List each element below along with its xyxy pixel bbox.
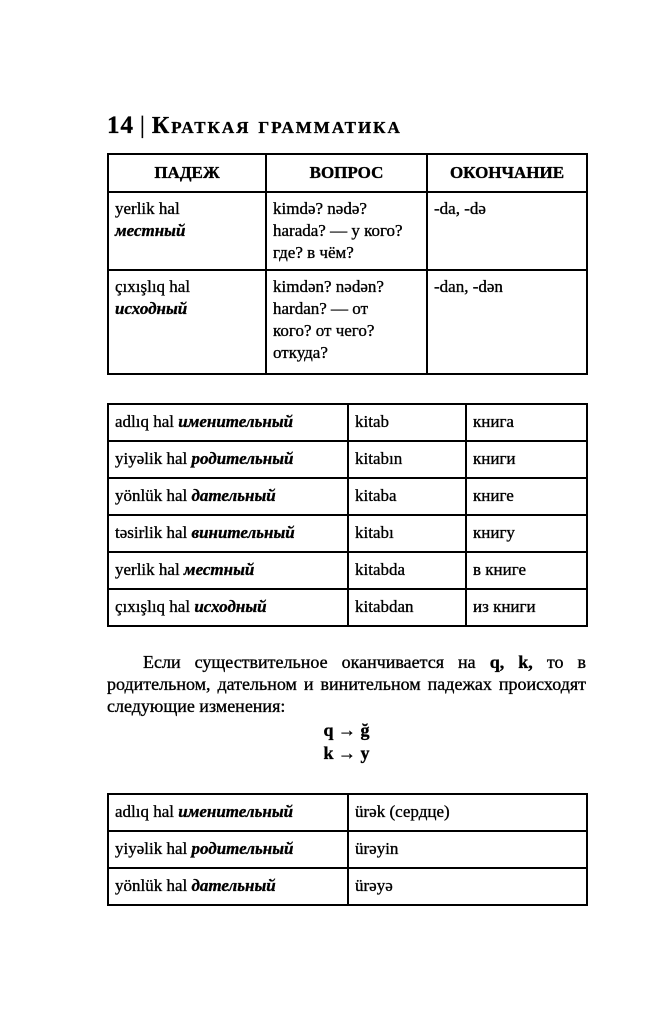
header-separator: | [140, 113, 146, 139]
table-row [108, 552, 587, 589]
case-az: təsirlik hal [115, 523, 188, 542]
form-cell: ürəyin [348, 831, 587, 868]
case-cell [108, 589, 348, 626]
case-ru: исходный [115, 299, 188, 318]
case-ru: винительный [191, 523, 295, 542]
question-cell [266, 192, 427, 270]
case-ru: дательный [191, 486, 276, 505]
form-cell: kitaba [348, 478, 466, 515]
form-cell: kitabın [348, 441, 466, 478]
case-ru: именительный [178, 802, 294, 821]
case-cell [108, 831, 348, 868]
table-row [108, 589, 587, 626]
case-az: çıxışlıq hal [115, 277, 191, 296]
table-row [108, 868, 587, 905]
case-ru: дательный [191, 876, 276, 895]
case-cell [108, 515, 348, 552]
rule-k: k → y [323, 743, 370, 763]
case-az: adlıq hal [115, 412, 175, 431]
form-cell: kitabdan [348, 589, 466, 626]
table-row [108, 794, 587, 831]
question-line: откуда? [273, 343, 328, 362]
column-header: ВОПРОС [266, 154, 427, 192]
section-title: Краткая грамматика [151, 113, 402, 139]
page-number: 14 [107, 112, 134, 139]
table-header-row [108, 154, 587, 192]
form-cell: kitabda [348, 552, 466, 589]
case-cell [108, 794, 348, 831]
question-line: hardan? — от [273, 299, 369, 318]
translation-cell: книги [466, 441, 587, 478]
case-az: adlıq hal [115, 802, 175, 821]
table-row [108, 270, 587, 374]
form-cell: kitab [348, 404, 466, 441]
table-row [108, 831, 587, 868]
table-row [108, 478, 587, 515]
case-cell [108, 552, 348, 589]
column-header: ПАДЕЖ [108, 154, 266, 192]
question-line: harada? — у кого? [273, 221, 403, 240]
form-cell: ürək (сердце) [348, 794, 587, 831]
case-ru: местный [183, 560, 255, 579]
question-line: kimdən? nədən? [273, 277, 384, 296]
case-az: yönlük hal [115, 876, 188, 895]
case-ru: родительный [191, 449, 294, 468]
table-row [108, 441, 587, 478]
case-cell [108, 441, 348, 478]
case-ru: исходный [194, 597, 267, 616]
question-line: kimdə? nədə? [273, 199, 367, 218]
translation-cell: книга [466, 404, 587, 441]
question-line: где? в чём? [273, 243, 354, 262]
translation-cell: книге [466, 478, 587, 515]
case-ru: родительный [191, 839, 294, 858]
case-az: yiyəlik hal [115, 839, 188, 858]
case-cell [108, 404, 348, 441]
case-az: yerlik hal [115, 199, 180, 218]
translation-cell: книгу [466, 515, 587, 552]
question-cell [266, 270, 427, 374]
table-row [108, 515, 587, 552]
case-az: yerlik hal [115, 560, 180, 579]
table-row [108, 192, 587, 270]
case-ru: именительный [178, 412, 294, 431]
ending-cell: -da, -də [427, 192, 587, 270]
translation-cell: из книги [466, 589, 587, 626]
paragraph-letters: q, k, [489, 652, 533, 672]
rule-q: q → ğ [323, 720, 370, 740]
question-line: кого? от чего? [273, 321, 375, 340]
case-question-table [107, 153, 588, 375]
table-row [108, 404, 587, 441]
paragraph-text: то в родительном, дательном и винительном падежах происходят следующие изменения: [107, 652, 586, 716]
case-ru: местный [115, 221, 186, 240]
column-header: ОКОНЧАНИЕ [427, 154, 587, 192]
declension-table [107, 403, 588, 627]
paragraph-text: Если существительное оканчивается на [143, 652, 490, 672]
form-cell: ürəyə [348, 868, 587, 905]
urek-declension-table [107, 793, 588, 906]
paragraph [107, 651, 586, 717]
case-az: yönlük hal [115, 486, 188, 505]
case-cell [108, 868, 348, 905]
case-az: çıxışlıq hal [115, 597, 191, 616]
case-az: yiyəlik hal [115, 449, 188, 468]
form-cell: kitabı [348, 515, 466, 552]
translation-cell: в книге [466, 552, 587, 589]
case-cell [108, 478, 348, 515]
case-cell [108, 192, 266, 270]
page-header [107, 112, 402, 140]
ending-cell: -dan, -dən [427, 270, 587, 374]
case-cell [108, 270, 266, 374]
